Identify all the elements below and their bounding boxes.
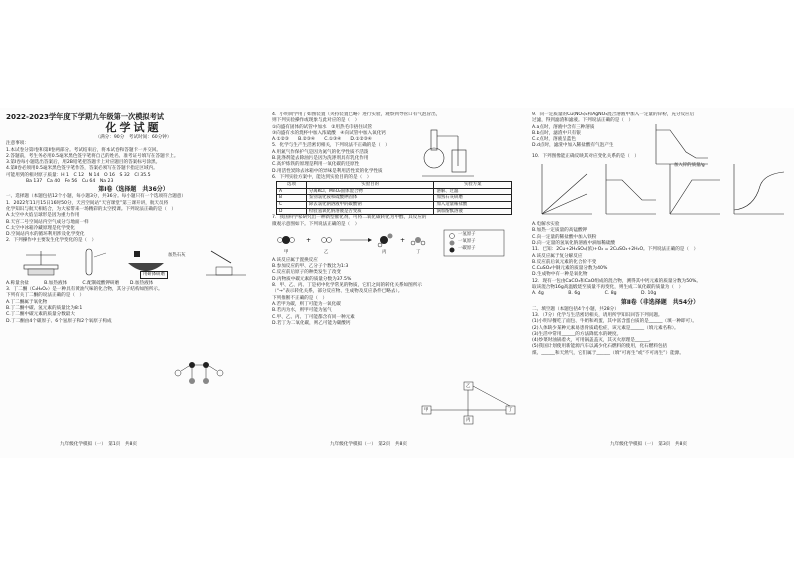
question-6-stem: 6．下列实验方案中，能达到实验目的的是（ ）	[272, 174, 372, 180]
substance-label: 甲	[284, 249, 289, 255]
table-header: 选项	[277, 182, 307, 189]
question-3-line: 3．丁二酮（C₄H₆O₂）是一种具有黄油气味的化合物，其分子结构如图所示。	[6, 287, 163, 293]
question-5-option: D.用活性炭除去冰箱中的异味是利用活性炭的化学性质	[272, 168, 383, 174]
question-10-option: C.向一定量的稀盐酸中加入铁粉	[532, 234, 597, 240]
question-8-option: B.若丙为水，则甲可能为氢气	[272, 308, 332, 314]
question-7-figure	[272, 228, 524, 258]
option-a: A.称量食盐	[6, 280, 29, 286]
question-7-line: 7．我国科学家研究出一种新型催化剂，可将二氧化碳转化为甲醇，其反应的	[272, 215, 427, 221]
graph-d	[734, 164, 784, 214]
question-2-figures	[6, 245, 261, 281]
reaction-microscopic-figure	[272, 228, 522, 258]
figure-label: 用研钵研磨	[140, 271, 168, 279]
question-9-graph	[650, 122, 710, 172]
option-b: B.加热液体	[44, 280, 68, 286]
exam-title: 2022-2023学年度下学期九年级第一次模拟考试	[6, 112, 164, 121]
legend-entry: 一氢原子	[458, 231, 476, 237]
question-9-line: 9．向一定质量的Cu(NO₃)₂和AgNO₃混合溶液中加入一定量的锌粉，充分反应后	[532, 112, 695, 117]
axis-label: 加入锌的质量/g	[674, 163, 705, 168]
exam-meta: （满分：90分 考试时间：60分钟）	[95, 135, 172, 140]
question-9-option: C.c点时，溶液呈蓝色	[532, 137, 576, 143]
legend-entry: 一氧原子	[458, 238, 476, 244]
part2-rule: 二、填空题（本题包括4个小题，共28分）	[532, 306, 619, 312]
question-3-line: 下列有关丁二酮的说法正确的是（ ）	[6, 293, 85, 299]
svg-text:+: +	[400, 236, 406, 244]
table-row: D 检验氢氧化钠溶液是否变质 滴加酚酞溶液	[277, 208, 512, 215]
graph-a	[542, 164, 592, 214]
question-5-option: C.高炉炼铁的原理是利用一氧化碳的还原性	[272, 162, 360, 168]
option-a: A. 4g	[532, 291, 544, 297]
question-10-option: A.电解水实验	[532, 222, 560, 228]
substance-label: 丁	[416, 249, 421, 255]
option-b: B. 6g	[568, 291, 581, 297]
question-13-line: (1)小明早餐吃了面包、牛奶和鸡蛋，其中富含蛋白质的是______（填一种即可）。	[532, 319, 697, 325]
question-1-option: C.太空中冰箱冷藏原理是化学变化	[6, 225, 75, 231]
page-footer: 九年级化学模拟（一） 第1页 共8页	[60, 442, 138, 447]
question-3-option: C.丁二酮中碳元素的质量分数最大	[6, 312, 75, 318]
question-3-option: B.丁二酮中碳、氢元素的质量比为8:1	[6, 305, 83, 311]
atomic-masses: 可能用到的相对原子质量：H 1 C 12 N 14 O 16 S 32 Cl 35.5	[6, 172, 151, 178]
question-13-line: (2)人体缺少某种元素易患骨质疏松症，该元素是______（填元素名称）。	[532, 325, 679, 331]
notice-line: 1.本试卷分第Ⅰ卷和第Ⅱ卷两部分。考试结束后，将本试卷和答题卡一并交回。	[6, 147, 162, 153]
atomic-masses: Ba 137 Ca 40 Fe 56 Cu 64 Na 23	[26, 179, 114, 185]
table-header: 实验目的	[306, 182, 434, 189]
question-9-option: D.d点时，滤渣中加入稀盐酸有气泡产生	[532, 143, 614, 149]
mortar-figure	[128, 251, 164, 271]
option-d: D. 10g	[641, 291, 657, 297]
question-11-option: B.反应前后氧元素的化合价不变	[532, 259, 597, 265]
notice-heading: 注意事项：	[6, 141, 29, 147]
page-column-1	[6, 112, 261, 452]
svg-text:+: +	[306, 236, 312, 244]
page-footer: 九年级化学模拟（一） 第2页 共8页	[330, 442, 408, 447]
notice-line: 2.答题前，考生务必用0.5毫米黑色签字笔将自己的姓名、准考证号填写在答题卡上。	[6, 153, 179, 159]
balance-figure	[24, 251, 58, 275]
question-7-line: 微观示意图如下。下列说法正确的是（ ）	[272, 221, 360, 227]
question-4-line: 4．小明同学用了如图装置（夹持装置已略）进行实验，观察到导管口有气泡冒出，	[272, 112, 441, 117]
question-11-option: D.生成物中有一种是氧化物	[532, 272, 588, 278]
node-label: 乙	[466, 384, 471, 389]
question-1-option: B.天宫二号空间站内空气成分与地面一样	[6, 219, 89, 225]
part1-title: 第Ⅰ卷（选择题 共36分）	[98, 186, 169, 194]
question-10-option: D.向一定量的氢氧化钠溶液中滴加稀硫酸	[532, 240, 616, 246]
question-4-line: 则下列实验操作或现象与此对应的是（ ）	[272, 118, 360, 124]
notice-line: 3.第Ⅰ卷每小题选出答案后，用2B铅笔把答题卡上对应题目的答案标号涂黑。	[6, 160, 161, 166]
question-7-option: D.丙物质中碳元素的质量分数为37.5%	[272, 276, 352, 282]
question-8-line: 下列推断不正确的是（ ）	[272, 295, 328, 301]
exam-subject: 化学试题	[105, 121, 162, 134]
question-13-line: (3)生活中常用______的方法降低水的硬度。	[532, 331, 622, 337]
question-7-option: B.参加反应的甲、乙分子个数比为1:3	[272, 264, 349, 270]
question-1-line: 化学知识与航天相结合，为大家带来一场精彩的太空授课。下列说法正确的是（ ）	[6, 206, 176, 212]
test-tube-figure	[86, 249, 106, 275]
substance-label: 丙	[382, 249, 387, 255]
node-label: 丙	[466, 418, 471, 423]
apparatus-figure	[418, 120, 478, 182]
question-8-line: 8．甲、乙、丙、丁是初中化学常见的物质，它们之间的转化关系如图所示	[272, 283, 422, 289]
question-12-line: 取该混合物16g高温煅烧至质量不再变化，则生成二氧化碳的质量为（ ）	[532, 285, 684, 291]
question-8-option: D.若丁为二氧化碳，则乙可能为碳酸钙	[272, 320, 351, 326]
question-13-line: (5)我国计划使用新能源汽车以减少化石燃料的使用，化石燃料包括	[532, 344, 668, 350]
question-12-line: 12．现有一包由CaCO₃和CaO组成的混合物，测得其中钙元素的质量分数为50%。	[532, 278, 702, 284]
option-c: C. 8g	[604, 291, 617, 297]
question-13-line: 煤、______和天然气，它们属于______（填“可再生”或“不可再生”）能源。	[532, 350, 684, 356]
figure-label: 加热石灰	[168, 252, 186, 258]
lab-operations-figure	[6, 245, 256, 281]
notice-line: 4.第Ⅱ卷必须用0.5毫米黑色签字笔作答，答案必须写在答题卡指定区域内。	[6, 166, 158, 172]
question-10-option: B.加热一定质量的高锰酸钾	[532, 228, 588, 234]
molecule-structure-figure	[168, 355, 238, 391]
question-6-table	[276, 181, 512, 215]
question-1-option: D.空间站内水的循环利用涉及化学变化	[6, 232, 85, 238]
legend-entry: 一碳原子	[458, 245, 476, 251]
question-7-option: A.该反应属于置换反应	[272, 257, 318, 263]
part1-rule: 一、选择题（本题包括12个小题，每小题3分，共36分。每小题只有一个选项符合题意）	[6, 194, 186, 200]
part2-title: 第Ⅱ卷（非选择题 共54分）	[620, 298, 700, 306]
question-13-line: 13．（7分）化学与生活密切相关，请用所学知识回答下列问题。	[532, 312, 663, 318]
question-11-line: 11．已知：2Cu+2H₂SO₄(浓)+O₂ = 2CuSO₄+2H₂O。下列说法正确的是（ ）	[532, 247, 699, 253]
table-row: C 除去氯化钠溶液中的碳酸钠 加入适量稀盐酸	[277, 202, 512, 209]
question-4-line: ①向盛有固体的试管中加水 ②用热毛巾捂住试管	[272, 124, 373, 130]
question-1-line: 1．2022年11月15日16时50分，天宫空间站“天宫课堂”第三课开讲，航天员将	[6, 200, 169, 206]
question-5-option: B.洗涤剂能去除油污是因为洗涤剂具有乳化作用	[272, 156, 369, 162]
question-9-option: A.a点时，溶液中含有三种溶质	[532, 124, 595, 130]
substance-label: 乙	[324, 249, 329, 255]
question-5-line: 5．化学与生产生活密切相关，下列说法不正确的是（ ）	[272, 143, 390, 149]
table-header: 实验方案	[434, 182, 512, 189]
question-11-option: C.CuSO₄中铜元素的质量分数为40%	[532, 266, 608, 272]
question-2-stem: 2．下列操作中主要发生化学变化的是（ ）	[6, 238, 97, 244]
question-4-options: A.①②③ B.②③④ C.①③④ D.①②③④	[272, 137, 372, 143]
question-10-stem: 10．下列图像能正确反映其对应变化关系的是（ ）	[532, 153, 639, 159]
question-8-option: C.甲、乙、丙、丁可能都含有同一种元素	[272, 314, 355, 320]
question-13-line: (4)炒菜时油锅着火，可用锅盖盖灭，其灭火原理是______。	[532, 338, 654, 344]
question-3-option: A.丁二酮属于氧化物	[6, 299, 48, 305]
option-c: C.配制硫酸钾研磨	[82, 280, 120, 286]
question-4-line: ③向盛有水的烧杯中加入浓硫酸 ④向试管中加入氧化钙	[272, 130, 386, 136]
question-7-option: C.反应前后原子的种类发生了改变	[272, 270, 341, 276]
heating-figure	[206, 251, 246, 275]
question-3-option: D.丁二酮由4个碳原子、6个氢原子和2个氧原子构成	[6, 318, 112, 324]
node-label: 丁	[508, 408, 513, 413]
question-11-option: A.该反应属于复分解反应	[532, 253, 583, 259]
table-row: B 鉴别氯化铵和硫酸钾固体 加熟石灰研磨	[277, 195, 512, 202]
question-1-option: A.太空中火焰呈球形是因为重力作用	[6, 213, 80, 219]
conversion-diagram	[420, 378, 520, 428]
question-8-option: A.若甲为碳，则丁可能为一氧化碳	[272, 301, 341, 307]
page-footer: 九年级化学模拟（一） 第3页 共8页	[610, 442, 688, 447]
table-row: A 分离KCl、MnO₂固体混合物 溶解、过滤	[277, 188, 512, 195]
question-5-option: A.用氮气作保护气是因为氮气的化学性质不活泼	[272, 149, 369, 155]
question-8-line: （“→”表示转化关系，部分反应物、生成物及反应条件已略去）。	[272, 289, 403, 295]
node-label: 甲	[424, 408, 429, 413]
option-d: D.加热液体	[129, 280, 154, 286]
question-9-option: B.b点时，滤渣中只有银	[532, 130, 581, 136]
question-9-line: 过滤，得到滤渣和滤液。下列说法正确的是（ ）	[532, 118, 634, 124]
graph-b	[606, 164, 656, 214]
